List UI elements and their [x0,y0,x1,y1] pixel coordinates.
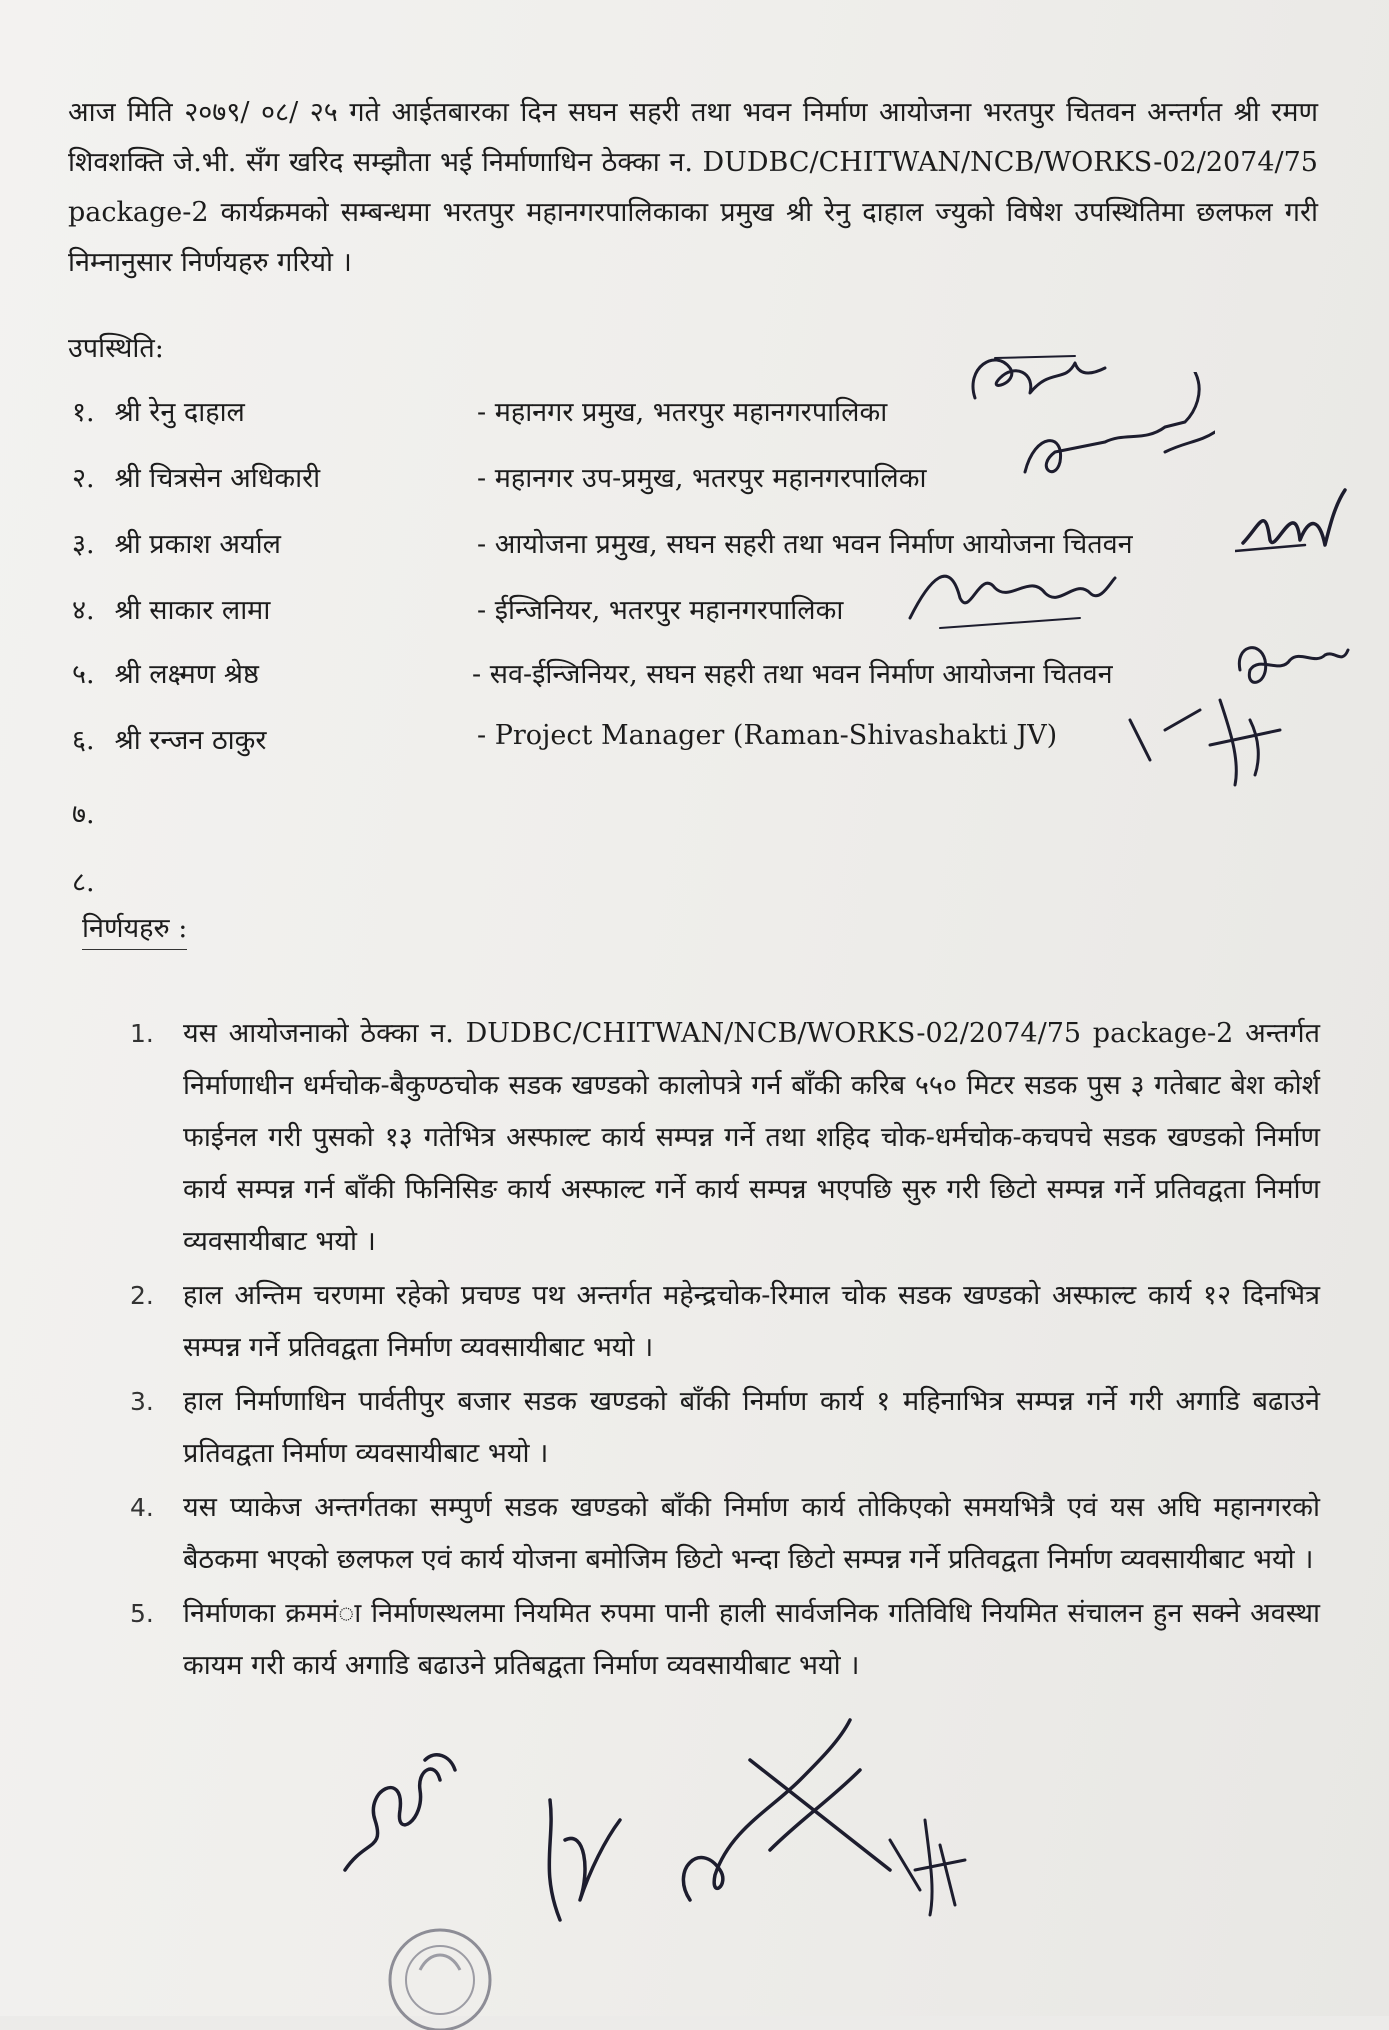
attendee-number: २. [72,463,95,494]
attendee-name: श्री रन्जन ठाकुर [114,725,267,756]
attendee-empty-row: ७. [72,799,95,830]
office-seal-icon [380,1910,500,2030]
attendee-name: श्री रेनु दाहाल [114,397,245,428]
bottom-signature-4 [880,1810,970,1920]
decision-number: 1. [130,1019,154,1048]
bottom-signature-1 [335,1740,475,1890]
attendee-row [72,720,1058,764]
attendee-role: - आयोजना प्रमुख, सघन सहरी तथा भवन निर्माण आयोजना चितवन [477,529,1133,560]
attendee-role: - ईन्जिनियर, भतरपुर महानगरपालिका [477,595,844,626]
signature-4 [900,548,1120,638]
attendee-row [72,524,1133,568]
decision-text: यस प्याकेज अन्तर्गतका सम्पुर्ण सडक खण्डको बाँकी निर्माण कार्य तोकिएको समयभित्रै एवं यस अघि महानगरको बैठकमा भएको छलफल एवं कार्य योजना बमोजिम छिटो भन्दा छिटो सम्पन्न गर्ने प्रतिवद्वता निर्माण व्यवसायीबाट भयो । [183,1492,1320,1575]
attendee-number: ३. [72,529,95,560]
attendee-role: - महानगर उप-प्रमुख, भतरपुर महानगरपालिका [477,463,927,494]
decision-item [130,1482,1320,1586]
attendee-number: १. [72,397,95,428]
signature-2 [1015,372,1215,492]
attendee-number: ६. [72,725,95,756]
attendee-row [72,654,1113,698]
decision-number: 4. [130,1493,154,1522]
decision-text: हाल अन्तिम चरणमा रहेको प्रचण्ड पथ अन्तर्गत महेन्द्रचोक-रिमाल चोक सडक खण्डको अस्फाल्ट कार्य १२ दिनभित्र सम्पन्न गर्ने प्रतिवद्वता निर्माण व्यवसायीबाट भयो । [183,1280,1320,1363]
attendee-role: - महानगर प्रमुख, भतरपुर महानगरपालिका [477,397,888,428]
attendee-row [72,392,888,436]
attendee-row [72,458,927,502]
attendee-name: श्री चित्रसेन अधिकारी [114,463,321,494]
attendee-name: श्री प्रकाश अर्याल [114,529,281,560]
decision-item [130,1376,1320,1480]
decision-text: यस आयोजनाको ठेक्का न. DUDBC/CHITWAN/NCB/WORKS-02/2074/75 package-2 अन्तर्गत निर्माणाधीन धर्मचोक-बैकुण्ठचोक सडक खण्डको कालोपत्रे गर्न बाँकी करिब ५५० मिटर सडक पुस ३ गतेबाट बेश कोर्श फाईनल गरी पुसको १३ गतेभित्र अस्फाल्ट कार्य सम्पन्न गर्ने तथा शहिद चोक-धर्मचोक-कचपचे सडक खण्डको निर्माण कार्य सम्पन्न गर्न बाँकी फिनिसिङ कार्य अस्फाल्ट गर्ने कार्य सम्पन्न भएपछि सुरु गरी छिटो सम्पन्न गर्ने प्रतिवद्वता निर्माण व्यवसायीबाट भयो । [183,1018,1320,1257]
decision-item [130,1008,1320,1268]
attendee-role: - सव-ईन्जिनियर, सघन सहरी तथा भवन निर्माण आयोजना चितवन [472,659,1113,690]
attendee-row [72,590,844,634]
decisions-list [130,1008,1320,1694]
decision-text: निर्माणका क्रममंा निर्माणस्थलमा नियमित रुपमा पानी हाली सार्वजनिक गतिविधि नियमित संचालन हुन सक्ने अवस्था कायम गरी कार्य अगाडि बढाउने प्रतिबद्वता निर्माण व्यवसायीबाट भयो । [183,1598,1320,1681]
decision-item [130,1588,1320,1692]
bottom-signature-2 [530,1780,630,1930]
attendee-name: श्री लक्ष्मण श्रेष्ठ [114,659,259,690]
attendee-role: - Project Manager (Raman-Shivashakti JV) [477,720,1058,751]
attendee-name: श्री साकार लामा [114,595,271,626]
signature-6 [1110,690,1290,790]
attendee-empty-row: ८. [72,867,95,898]
decisions-heading: निर्णयहरु : [82,908,187,950]
decision-text: हाल निर्माणाधिन पार्वतीपुर बजार सडक खण्डको बाँकी निर्माण कार्य १ महिनाभित्र सम्पन्न गर्ने गरी अगाडि बढाउने प्रतिवद्वता निर्माण व्यवसायीबाट भयो । [183,1386,1320,1469]
attendee-number: ५. [72,659,95,690]
attendee-number: ४. [72,595,95,626]
attendance-heading: उपस्थिति: [68,333,164,364]
intro-paragraph: आज मिति २०७९/ ०८/ २५ गते आईतबारका दिन सघन सहरी तथा भवन निर्माण आयोजना भरतपुर चितवन अन्तर्गत श्री रमण शिवशक्ति जे.भी. सँग खरिद सम्झौता भई निर्माणाधिन ठेक्का न. DUDBC/CHITWAN/NCB/WORKS-02/2074/75 package-2 कार्यक्रमको सम्बन्धमा भरतपुर महानगरपालिकाका प्रमुख श्री रेनु दाहाल ज्युको विषेश उपस्थितिमा छलफल गरी निम्नानुसार निर्णयहरु गरियो । [68,97,1318,278]
decision-number: 2. [130,1281,154,1310]
decision-number: 3. [130,1387,154,1416]
decision-item [130,1270,1320,1374]
signature-3 [1235,485,1355,565]
bottom-signature-3 [660,1700,900,1920]
decision-number: 5. [130,1599,154,1628]
